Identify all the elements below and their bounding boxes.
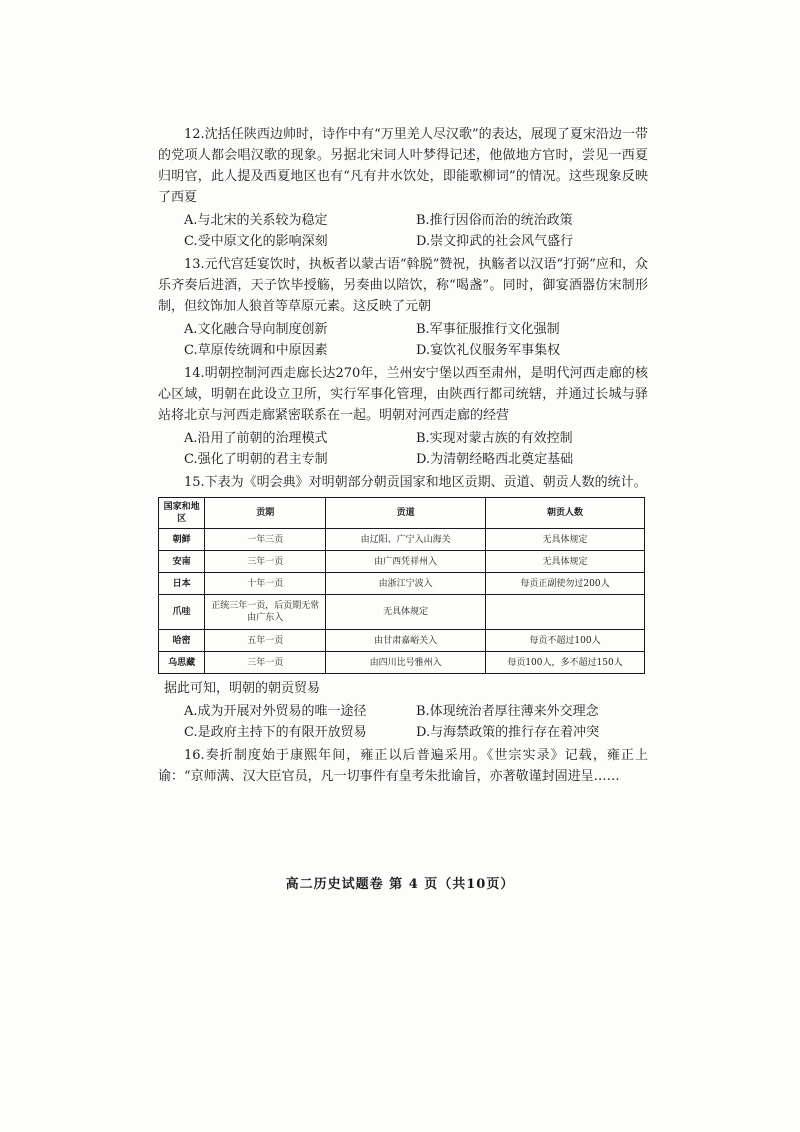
q12-option-b[interactable]: B.推行因俗而治的统治政策 [416, 213, 573, 228]
question-12-stem: 12.沈括任陕西边帅时，诗作中有“万里羌人尽汉歌”的表达，展现了夏宋沿边一带的党项人都会唱汉歌的现象。另据北宋词人叶梦得记述，他做地方官时，尝见一西夏归明官，此人提及西夏地区也有“凡有井水饮处，即能歌柳词”的情况。这些现象反映了西夏 [158, 127, 648, 205]
q13-option-d[interactable]: D.宴饮礼仪服务军事集权 [416, 343, 561, 358]
table-header: 国家和地区 [159, 498, 205, 529]
table-cell [486, 595, 645, 630]
question-12 [158, 124, 648, 252]
question-13 [158, 254, 648, 361]
table-cell: 每贡正副使勿过200人 [486, 573, 645, 595]
table-cell: 三年一贡 [205, 652, 326, 674]
table-cell: 由甘肃嘉峪关入 [326, 630, 486, 652]
q12-option-d[interactable]: D.崇文抑武的社会风气盛行 [416, 234, 574, 249]
table-cell: 乌思藏 [159, 652, 205, 674]
page-footer: 高二历史试题卷 第 4 页（共10页） [285, 877, 515, 892]
q12-option-a[interactable]: A.与北宋的关系较为稳定 [184, 213, 328, 228]
q15-option-d[interactable]: D.与海禁政策的推行存在着冲突 [416, 725, 600, 740]
table-cell: 由四川比号雅州入 [326, 652, 486, 674]
q14-option-d[interactable]: D.为清朝经略西北奠定基础 [416, 452, 574, 467]
question-15-stem: 15.下表为《明会典》对明朝部分朝贡国家和地区贡期、贡道、朝贡人数的统计。 [184, 475, 647, 490]
table-cell: 哈密 [159, 630, 205, 652]
table-cell: 无具体规定 [486, 529, 645, 551]
question-15-options [158, 701, 648, 743]
question-12-options [158, 210, 648, 252]
tribute-table [158, 497, 645, 674]
table-header: 贡期 [205, 498, 326, 529]
table-cell: 十年一贡 [205, 573, 326, 595]
q15-option-a[interactable]: A.成为开展对外贸易的唯一途径 [184, 704, 367, 719]
table-cell: 爪哇 [159, 595, 205, 630]
question-14-options [158, 428, 648, 470]
table-row [159, 573, 645, 595]
question-14 [158, 363, 648, 470]
table-header: 朝贡人数 [486, 498, 645, 529]
table-cell: 由浙江宁波入 [326, 573, 486, 595]
q14-option-c[interactable]: C.强化了明朝的君主专制 [184, 452, 328, 467]
table-header-row [159, 498, 645, 529]
table-row [159, 652, 645, 674]
table-cell: 由辽阳、广宁入山海关 [326, 529, 486, 551]
table-row [159, 529, 645, 551]
table-cell: 每贡100人，多不超过150人 [486, 652, 645, 674]
table-cell: 安南 [159, 551, 205, 573]
q14-option-a[interactable]: A.沿用了前朝的治理模式 [184, 431, 328, 446]
table-row [159, 551, 645, 573]
q15-option-b[interactable]: B.体现统治者厚往薄来外交理念 [416, 704, 599, 719]
table-cell: 朝鲜 [159, 529, 205, 551]
question-14-stem: 14.明朝控制河西走廊长达270年，兰州安宁堡以西至肃州，是明代河西走廊的核心区域，明朝在此设立卫所，实行军事化管理，由陕西行都司统辖，并通过长城与驿站将北京与河西走廊紧密联系在一起。明朝对河西走廊的经营 [158, 366, 648, 423]
table-cell: 无具体规定 [326, 595, 486, 630]
table-cell: 正统三年一贡，后贡期无常由广东入 [205, 595, 326, 630]
table-cell: 每贡不超过100人 [486, 630, 645, 652]
table-cell: 由广西凭祥州入 [326, 551, 486, 573]
question-16-stem: 16.奏折制度始于康熙年间，雍正以后普遍采用。《世宗实录》记载，雍正上谕：“京师满、汉大臣官员，凡一切事件有皇考朱批谕旨，亦著敬谨封固进呈…… [158, 748, 648, 784]
exam-content [158, 122, 648, 789]
table-header: 贡道 [326, 498, 486, 529]
table-row [159, 630, 645, 652]
question-13-options [158, 319, 648, 361]
table-cell: 五年一贡 [205, 630, 326, 652]
table-cell: 三年一贡 [205, 551, 326, 573]
table-row [159, 595, 645, 630]
question-15-lead: 据此可知，明朝的朝贡贸易 [164, 681, 321, 696]
q12-option-c[interactable]: C.受中原文化的影响深刻 [184, 234, 328, 249]
q13-option-b[interactable]: B.军事征服推行文化强制 [416, 322, 560, 337]
table-cell: 无具体规定 [486, 551, 645, 573]
q14-option-b[interactable]: B.实现对蒙古族的有效控制 [416, 431, 573, 446]
question-15 [158, 472, 648, 743]
q15-option-c[interactable]: C.是政府主持下的有限开放贸易 [184, 725, 367, 740]
table-cell: 一年三贡 [205, 529, 326, 551]
q13-option-a[interactable]: A.文化融合导向制度创新 [184, 322, 328, 337]
question-16 [158, 745, 648, 787]
table-cell: 日本 [159, 573, 205, 595]
question-13-stem: 13.元代宫廷宴饮时，执板者以蒙古语“斡脱”赞祝，执觞者以汉语“打弼”应和，众乐齐奏后进酒，天子饮毕授觞，另奏曲以陪饮，称“喝盏”。同时，御宴酒器仿宋制形制，但纹饰加人狼首等草原元素。这反映了元朝 [158, 257, 648, 314]
q13-option-c[interactable]: C.草原传统调和中原因素 [184, 343, 328, 358]
